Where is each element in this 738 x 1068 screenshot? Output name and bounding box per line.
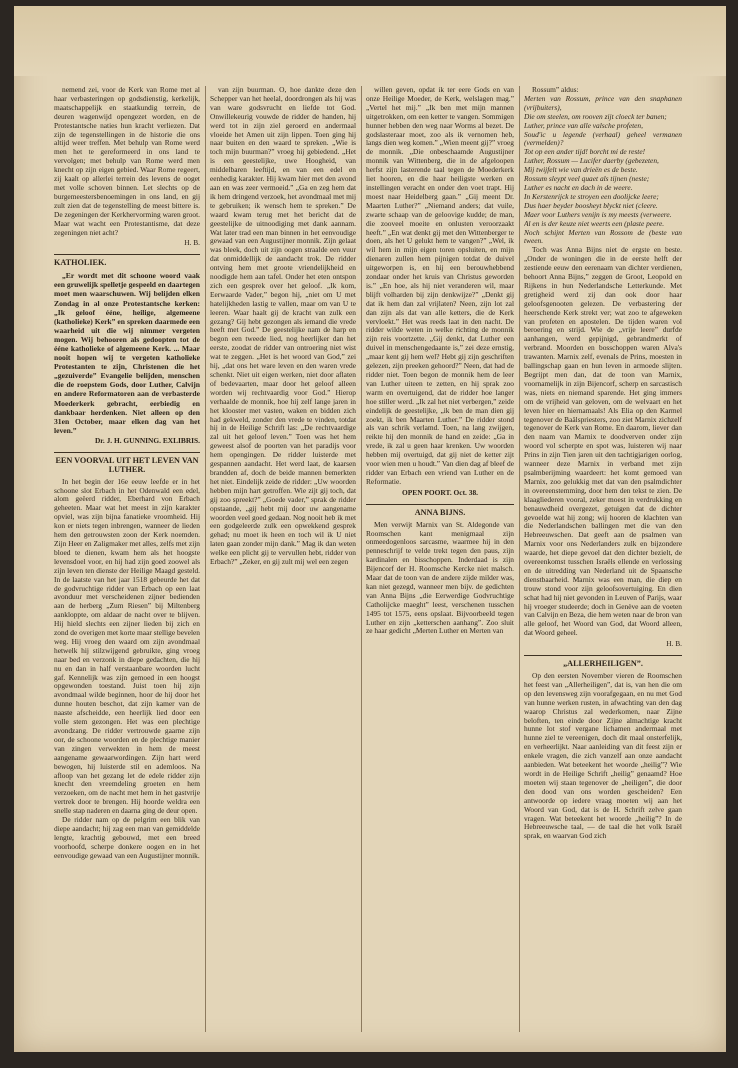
poem-verse: [524, 95, 682, 246]
column-3: [366, 86, 514, 1036]
allerheiligen-heading: „ALLERHEILIGEN”.: [563, 659, 643, 669]
allerheiligen-body: Op den eersten November vieren de Roomschen het feest van „Allerheiligen”, dat is, van hen die om op den levensweg zijn voorafgegaan, en nu met God van hunne werken rusten, in afwachting van den dag waarop Christus zal wederkomen, naar Zijne beloften, ten einde door Zijne almachtige kracht hunne lot stof vergane lichamen andermaal met hunne ziel te vereenigen, doch dit maal onsterfelijk, en verheerlijkt. Naar aanleiding van dit feest zijn er enkele vragen, die zich vanzelf aan onze aandacht aanbieden. Wat beteekent het woorde „heilig”? Wie wordt in de Heilige Schrift „heilig” genaamd? Hoe moeten wij staan tegenover de „heiligen”, die door den dood van ons worden gescheiden? Een antwoorde op iedere vraag moeten wij aan het Woord van God, dat is de H. Schrift zelve gaan vragen. Wat beteekent het woorde „heilig”? In de Hebreeuwsche taal, — de taal die het volk Israël sprak, en waarvan God zich: [524, 671, 682, 841]
anna-bijns-lead: Rossum” aldus:: [532, 86, 579, 94]
blank-top-margin: [14, 6, 726, 76]
section-divider: [366, 504, 514, 505]
voorval-body-end: willen geven, opdat ik ter eere Gods en van onze Heilige Moeder, de Kerk, welslagen mag.” „Vertel het mij.” „Ik ben met mijn mannen uitgetrokken, om een ketter te vangen. Sommigen hunner hebben den weg naar Worms al bezet. De godslasteraar moet, zoo als ik vernomen heb, langs dien weg komen.” „Wien meent gij?” vroeg de monnik. „Die onbeschaamde Augustijner monnik van Wittenberg, die in de afgeloopen herfst zijn lasterende taal tegen de Moederkerk liet hooren, en die haar heiligste werken en instellingen veracht en onder den voet trapt. Hij moest naar Heidelberg gaan.” „Gij meent Dr. Maarten Luther?” „Niemand anders; dat vuile, zwarte schaap van de geloovige kudde; de man, die zooveel moeite en onlusten veroorzaakt heeft.” „En wat denkt gij met den Wittenberger te doen, als het U gelukt hem te vangen?” „Wel, ik wil hem in mijn eigen toren opsluiten, en mijn dienaren zullen hem pijnigen totdat de duivel uitgeworpen is, en hij een berouwhebbend zondaar onder het kruis van Christus geworden is.” „En hoe, als hij niet veranderen wil, maar blijft volharden bij zijn denkwijze?” „Denkt gij dat ik hem dan zal vrijlaten? Neen, zijn lot zal dan zijn als dat van alle ketters, die de Kerk vervloekt.” Het was reeds laat in den nacht. De ridder wilde weten in welke richting de monnik zijn reis voortzette. „Gij denkt, dat Luther een duivel in menschengedaante is,” zei deze ernstig, „maar kent gij hem wel? Hebt gij zijn geschriften gelezen, zijn preeken gehoord?” Neen, dat had de ridder niet. Toen begon de monnik hem de leer van Luther uiteen te zetten, en hij sprak zoo warm en overtuigend, dat de ridder hoe langer hoe stiller werd. „Ik zal het niet verbergen,” zeide eindelijk de geestelijke, „ik ben de man dien gij zoekt, ik ben Maarten Luther.” De ridder stond als van schrik verlamd. Toen, na lang zwijgen, reikte hij den monnik de hand en zeide: „Ga in vrede, ik zal u geen haar krenken. Uw woorden hebben mij overtuigd, dat gij niet de ketter zijt voor wien men u houdt.” Van dien dag af bleef de ridder van Erbach een vriend van Luther en de Reformatie.: [366, 86, 514, 486]
article-source: OPEN POORT. Oct. 38.: [402, 487, 478, 497]
column-1: [54, 86, 200, 1036]
verse-line: Die om steelen, om rooven zijt cloeck ter banen;: [524, 111, 667, 121]
verse-line: Maer voor Luthers venijn is my meests (verweere.: [524, 209, 672, 219]
anna-bijns-heading: ANNA BIJNS.: [414, 507, 466, 517]
verse-line: Luther, Rossum — Lucifer daerby (gebezeten,: [524, 156, 659, 166]
voorval-continued: De ridder nam op de pelgrim een blik van diepe aandacht; hij zag een man van gemiddelde lengte, krachtig gebouwd, met een breed voorhoofd, scherpe donkere oogen en in het eenvoudige gewaad van een Augustijner monnik.: [54, 815, 200, 860]
verse-line: In Kerstenrijck te stroyen een doolijcke leere;: [524, 191, 659, 201]
katholiek-quote: „Er wordt met dit schoone woord vaak een gruwelijk spelletje gespeeld en daartegen moet men waarschuwen. Wij belijden elken Zondag in al onze Protestantsche kerken: „Ik geloof ééne, heilige, algemeene (katholieke) Kerk” en spreken daarmede een waarheid uit die wij nimmer vergeten mogen. Wij behooren als gedoopten tot de ééne katholieke of algemeene Kerk. ... Maar nooit hopen wij te vergeten katholieke Protestanten te zijn, Christenen die het „gezuiverde” Evangelie belijden, menschen die de roepstem Gods, door Luther, Calvijn en andere Reformatoren aan de verbasterde Moederkerk gebracht, eerbiedig en dankbaar herdenken. Niet alleen op den 31en October, maar elken dag van het leven.”: [54, 271, 200, 435]
anna-bijns-signature: H. B.: [666, 639, 682, 649]
anna-bijns-body: Men verwijt Marnix van St. Aldegonde van Roomschen kant menigmaal zijn onmeedogenloos sarcasme, waarmee hij in den penneschrijf te velde trekt tegen den paus, zijn kardinalen en bisschoppen. Inderdaad is zijn Bijencorf der H. Roomsche Kercke niet malsch. Maar dat de toon van de andere zijde milder was, kan niet gezegd, wanneer men bijv. de gedichten van Anna Bijns „die Eerwerdige Godvruchtige Catholijcke maeght” leest, verschenen tusschen 1495 tot 1575, eens opslaat. Bijvoorbeeld tegen Luther en zijn „ketterschen aanhang”. Zoo sluit ze haar gedicht „Merten Luther en Merten van: [366, 519, 514, 636]
verse-line: Dus haer beyder boosheyt blyckt niet (cleere.: [524, 200, 658, 210]
katholiek-heading: KATHOLIEK.: [54, 258, 107, 268]
newspaper-page: [14, 6, 726, 1052]
katholiek-signature: Dr. J. H. GUNNING. EXLIBRIS.: [94, 435, 200, 445]
anna-bijns-body-continued: Toch was Anna Bijns niet de ergste en beste. „Onder de woningen die in de eerste helft der zestiende eeuw den eerenaam van dichter verdienen, behoort Anna Bijns,” zeggen de Groot, Leopold en Rijkens in hun Nederlandsche Letterkunde. Met gretigheid werd zij dan ook door haar geloofsgenooten gelezen. De verbastering der heerschende Kerk strekt ver; wat zoo te afgeweken van profeten en apostelen. De tijden waren vol beroering en strijd. Wie de „vrije leere” durfde aanhangen, werd gepijnigd, gebrandmerkt of verbrand. Moorden en bosschoppen waren Alva's trawanten. Marnix zelf, evenals de Prins, moesten in ballingschap gaan en hun leven in armoede slijten. Begrijpt men dan, dat de toon van Marnix, voornamelijk in zijn Bijencorf, scherp en sarcastisch was, niets en niemand sparende. Het ging immers om de vrijheid van geloven, om de welvaart en het leven hier en hiernamaals! Als Elia op den Karmel tegenover de Baälspriesters, zoo ziet Marnix zichzelf tegenover de Kerk van Rome. En daarom, liever dan den naam van Marnix te doodverven onder zijn woord vol scherpte en spot was, luisteren wij naar Prins in zijn Tien jaren uit den tachtigjarigen oorlog, wanneer deze Marnix in verband met zijn psalmberijming waardeert: het komt gemoed van Marnix, zoo gelukkig met dat van den psalmdichter in overeenstemming, door hem den tekst te zien. De klaagliederen vooral, zeker moest in verdrukking en benauwdheid overgezet, getuigen dat de dichter gevoelde wat hij zong; wij hooren de klachten van die Nederlandschen ballingen met die van den Hebreeuwschen. Dat geeft aan de psalmen van Marnix voor ons Nederlanders zulk en bijzondere waarde, het diepe gevoel dat den dichter bezielt, de overeenkomst tusschen Israëls ellende en verlossing en de uitredding van Nederland uit de Spaansche dienstbaarheid. Marnix was een man, die diep en trouw stond voor zijn geloofsovertuiging. En dien schat had hij niet gevonden in Leuven of Parijs, waar hij vroeger studeerde; doch in Genève aan de voeten van Calvijn en Beza, die hem weten naar de bron van alle geloof, het Woord van God, dat Woord alleen, dat Woord geheel.: [524, 245, 682, 638]
section-divider: [524, 655, 682, 656]
column-rule: [519, 86, 520, 1032]
column-rule: [205, 86, 206, 1032]
voorval-body: In het begin der 16e eeuw leefde er in het schoone slot Erbach in het Odenwald een edel, alom geëerd ridder, Eberhard von Erbach geheeten. Maar wat het meest in zijn karakter opviel, was zijn bijna fanatieke vroomheid. Hij kon er niets tegen inbrengen, wanneer de lieden hem den getrouwsten zoon der Kerk noemden. Zijn Heer en Zaligmaker met alles, zelfs met zijn bloed te dienen, kwam hem als het hoogste levensdoel voor, en hij had zijn goed zoowel als zijn leven ten dienste der Heilige Maagd gesteld. In de laatste van het jaar 1518 gebeurde het dat de godvruchtige ridder van Erbach op een laat avonduur met verscheidenen zijner bedienden aan de herberg „Zum Riesen” bij Miltenberg aankloppte, om aldaar de nacht over te blijven. Hij hield slechts een zijner lieden bij zich en zond de overigen met korte maar stellige bevelen weg. Hij vroeg den waard om zijn avondmaal hetwelk hij stilzwijgend gebruikte, ging vroeg naar bed en verzonk in diepe gedachten, die hij nu en dan in half verstaanbare woorden lucht gaf. Kennelijk was zijn gemoed in een hoogst opgewonden toestand. Juist toen hij zijn avondmaal wilde beginnen, hoor de hij door het dunne houten beschot, dat zijn kamer van de naaste afscheidde, een heerlijk lied door een volle stem gezongen. Het was een plechtige avondzang. De ridder vertrouwde gaarne zijn oor, de schoone woorden en de plechtige manier van zingen verwekten in hem de meest aangename gewaarwordingen. Zijn hart werd bewogen, hij luisterde stil en ademloos. Na afloop van het gezang let de edele ridder zijn knecht den vreemdeling groeten en hem verzoeken, om de nacht met hem in het gastvrije vertrek door te brengen. Hij hoorde weldra een snelle stap naderen en daarna ging de deur open.: [54, 476, 200, 816]
verse-line: Al en is der keuze niet weerts een (plaste peere.: [524, 218, 665, 228]
column-4: [524, 86, 682, 1036]
verse-line: Tot op een ander tijd! borcht mi de reste!: [524, 147, 646, 157]
voorval-heading: EEN VOORVAL UIT HET LEVEN VAN LUTHER.: [55, 455, 199, 474]
verse-line: Mij twijfelt wie van drieën es de beste.: [524, 165, 638, 175]
intro-signature: H. B.: [184, 238, 200, 248]
intro-paragraph: nemend zei, voor de Kerk van Rome met al haar verbasteringen op godsdienstig, kerkelijk, maatschappelijk en staatkundig terrein, de deuren wagenwijd opengezet worden, en de Protestantsche naties hun kracht verliezen. Dat zijn de tegenstellingen in de historie die ons altijd weer treffen. Met behulp van Rome werd men het te gereformeerd in ons land te vervolgen; met behulp van Rome werd men knecht op zijn eigen gebied. Waar Rome regeert, zij kaalt op allerlei terrein des levens de ooget met volle schoven binnen. Let slechts op de burgemeestersbenoemingen in ons land, en gij zult zien dat de tegenstelling de meest bittere is. De zegeningen der Kerkhervorming waren groot. Maar wat wacht een Protestantisme, dat deze zegeningen niet acht?: [54, 86, 200, 237]
section-divider: [54, 254, 200, 255]
verse-line: Rossum sleypt veel quaet als tijnen (neste;: [524, 174, 650, 184]
verse-line: Luther es nacht en dach in de weere.: [524, 182, 633, 192]
verse-line: Luther, prince van alle valsche profeten,: [524, 120, 643, 130]
verse-line: Soud'ic u legende (verhaal) geheel vermanen (vermelden)?: [524, 129, 682, 148]
verse-line: Noch schijnt Merten van Rossom de (beste van tween.: [524, 227, 682, 246]
column-rule: [361, 86, 362, 1032]
section-divider: [54, 452, 200, 453]
column-2: [210, 86, 356, 1036]
voorval-body-continued: van zijn buurman. O, hoe dankte deze den Schepper van het heelal, doordrongen als hij was van ware godsvrucht en liefde tot God. Onwillekeurig vouwde de ridder de handen, hij werd tot in zijn ziel geroerd en andermaal vloeide het Amen uit zijn lippen. Toen ging hij naar buiten en den waard te spreken. „Wie is toch mijn buurman?” vroeg hij gebiedend. „Het is een geestelijke, uwe Hoogheid, van middelbaren leeftijd, en van een edel en eenhedig karakter. Hij kwam hier met den avond aan en was zeer vermoeid.” „Ga en zeg hem dat ik hem dringend verzoek, het avondmaal met mij te gebruiken; ik wensch hem te spreken.” De waard kwam terug met het bericht dat de geestelijke de uitnoodiging met dank aannam. Wat later trad een man binnen in het eenvoudige gewaad van een Augustijner monnik. Zijn gelaat was bleek, doch uit zijn oogen straalde een vuur dat onmiddellijk de aandacht trok. De ridder ontving hem met groote vriendelijkheid en noodigde hem aan tafel. Onder het eten ontspon zich een gesprek over het geloof. „Ik kom, Eerwaarde Vader,” begon hij, „niet om U met hatelijkheden lastig te vallen, maar om van U te leeren. Waar haalt gij de kracht van zulk een gezang? Gij hebt gezongen als iemand die vrede heeft met God.” De geestelijke nam de harp en begon een tweede lied, nog heerlijker dan het eerste, zoodat de ridder van ontroering niet wist wat te zeggen. „Het is het woord van God,” zei hij, „dat ons het ware leven en den waren vrede schenkt. Niet uit eigen werken, niet door aflaten of bedevaarten, maar door het geloof alleen worden wij rechtvaardig voor God.” Hierop verhaalde de monnik, hoe hij zelf lange jaren in het klooster met vasten, waken en bidden zich had gekweld, zonder den vrede te vinden, totdat hij in de Heilige Schrift las: „De rechtvaardige zal uit het geloof leven.” Toen was het hem geweest alsof de poorten van het paradijs voor hem opengingen. De ridder luisterde met gespannen aandacht. Het werd laat, de kaarsen brandden af, doch de beide mannen bemerkten het niet. Eindelijk zeide de ridder: „Uw woorden hebben mijn hart getroffen. Wie zijt gij toch, dat gij zoo spreekt?” „Goede vader,” sprak de ridder opstaande, „gij hebt mij door uw aangename woorden veel goed gedaan. Nog nooit heb ik met een godgeleerde zulk een opwekkend gesprek gehad; nu moet ik heen en toch wil ik U niet laten gaan zonder mijn dank.” Mag ik dan weten welke een plicht gij te vervullen hebt, ridder von Erbach?” „Zeker, en gij zult mij wel een zegen: [210, 86, 356, 567]
verse-line: Merten van Rossum, prince van den snaphanen (vrijbuiters),: [524, 93, 682, 112]
